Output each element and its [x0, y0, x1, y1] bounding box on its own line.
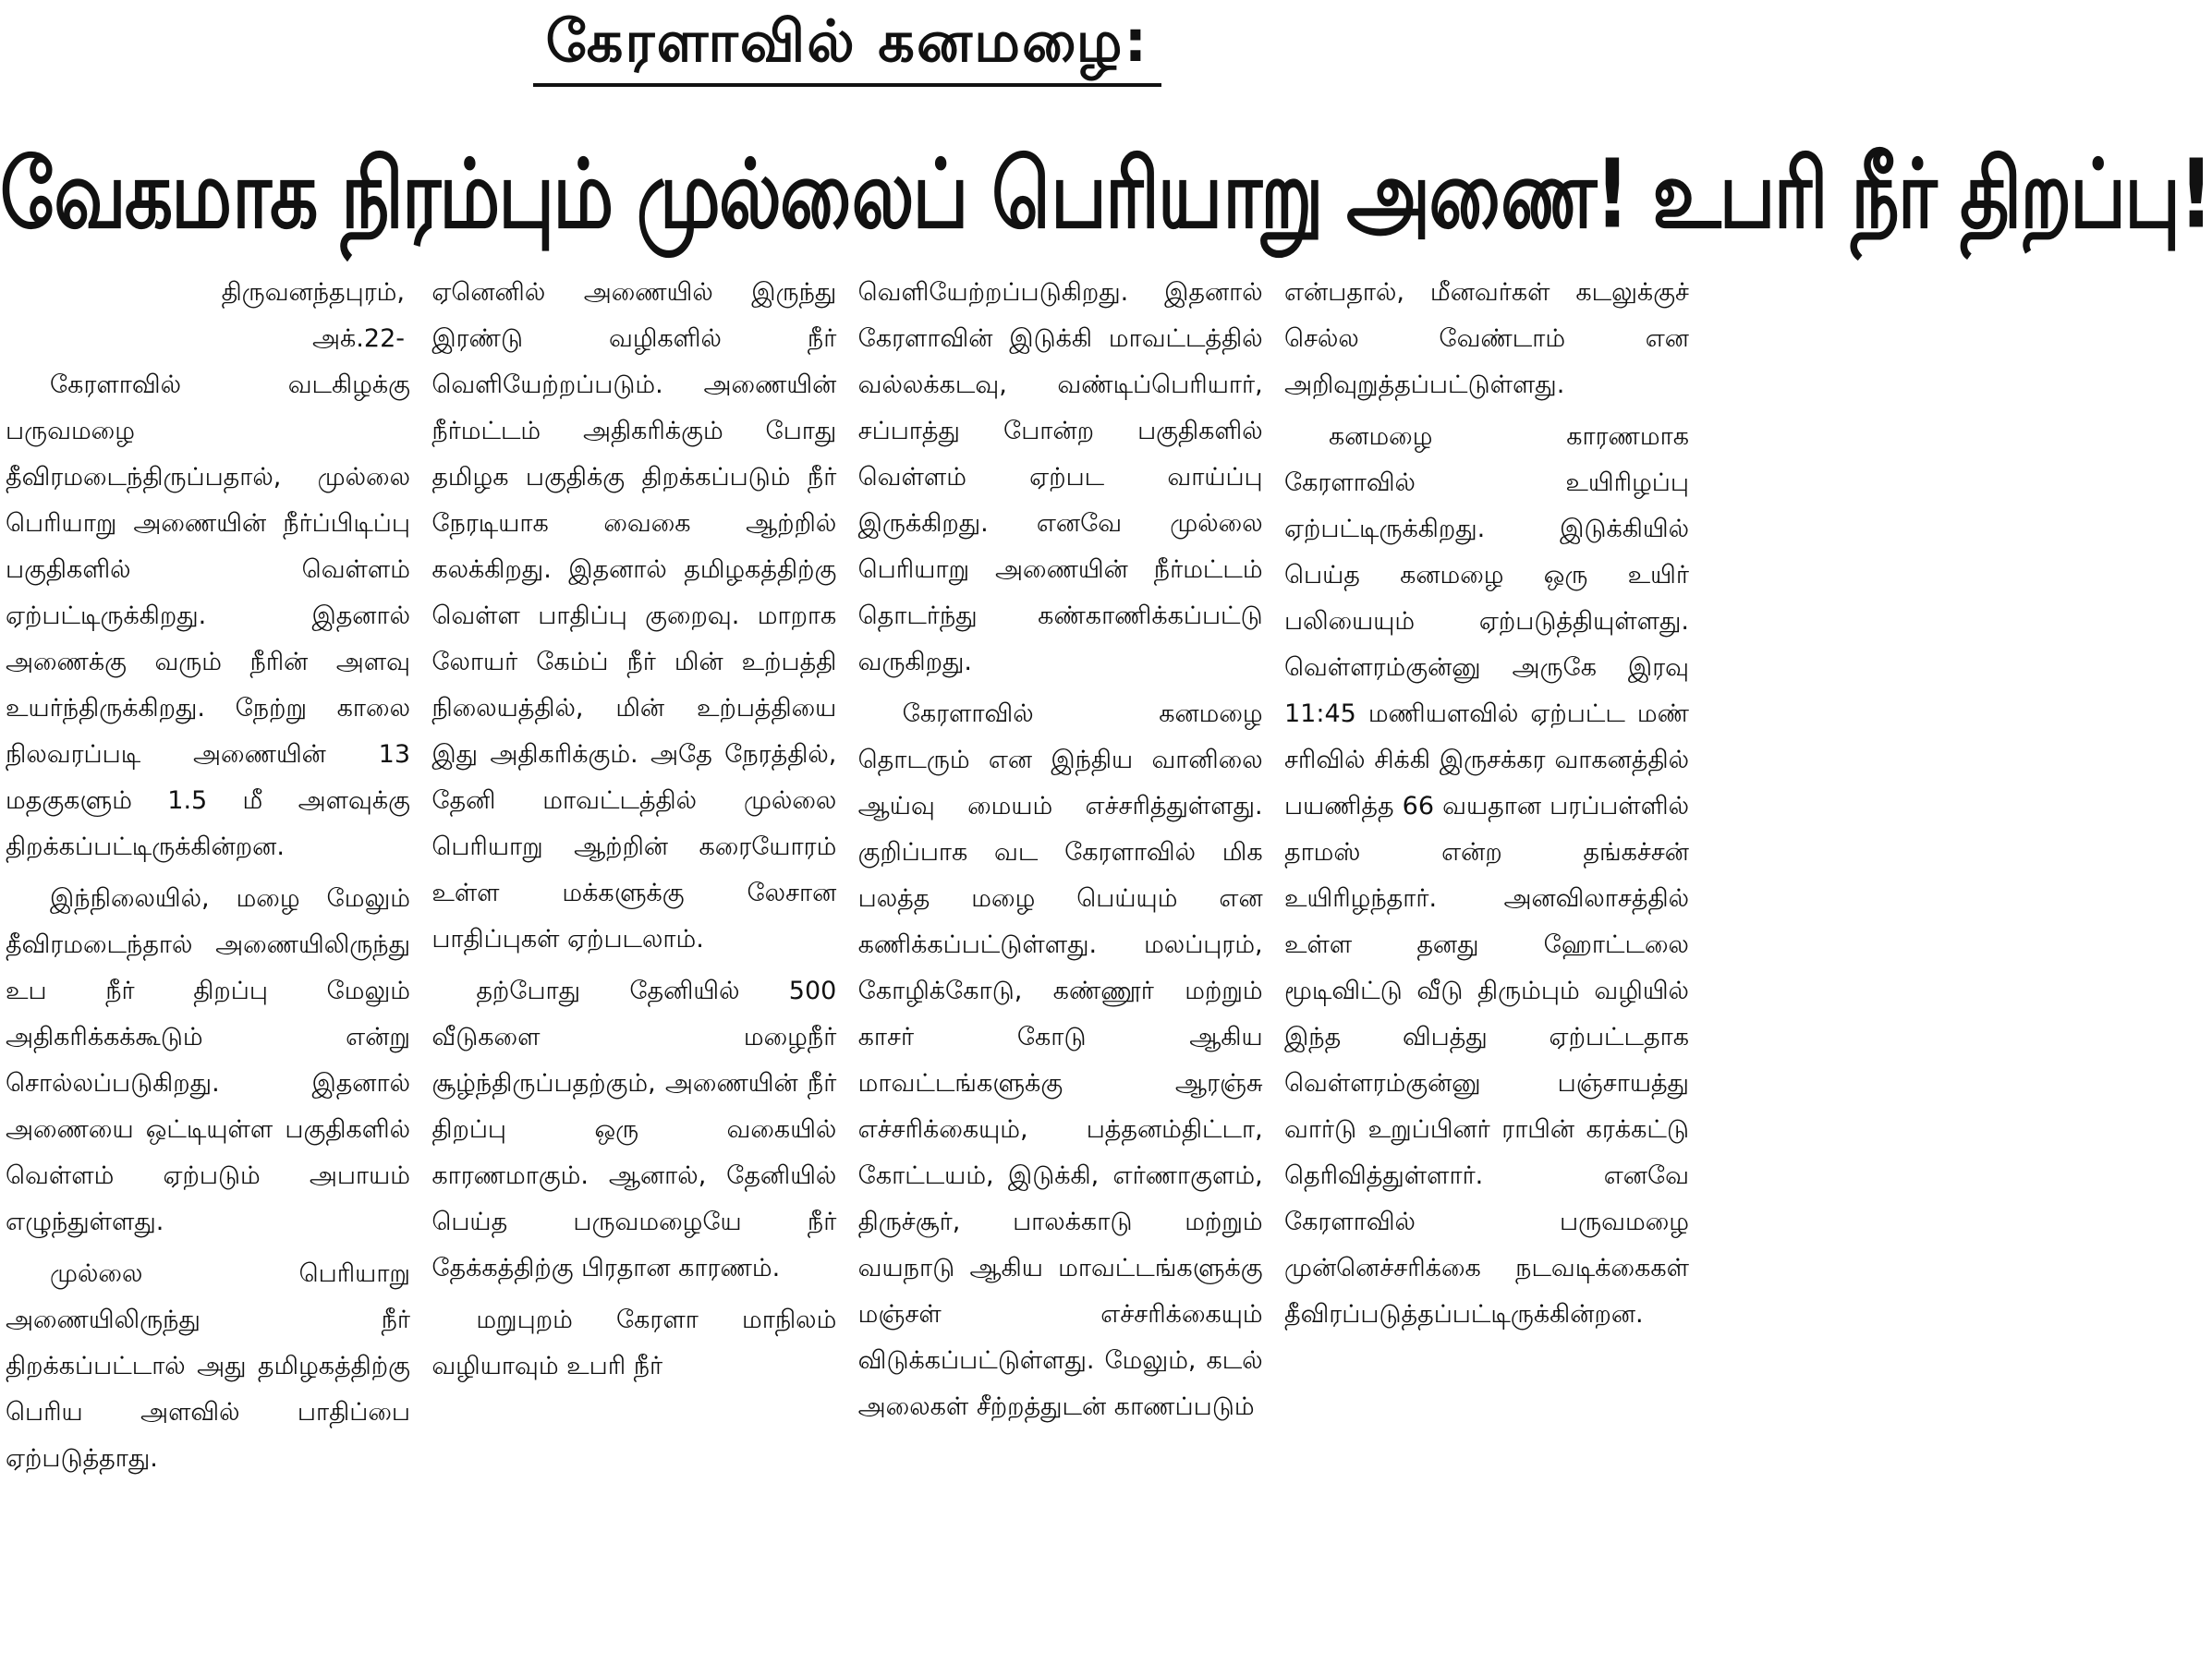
paragraph: என்பதால், மீனவர்கள் கடலுக்குச் செல்ல வேண்டாம் என அறிவுறுத்தப்பட்டுள்ளது. [1283, 278, 1689, 399]
paragraph: மறுபுறம் கேரளா மாநிலம் வழியாவும் உபரி நீர் [431, 1306, 837, 1380]
paragraph: தற்போது தேனியில் 500 வீடுகளை மழைநீர் சூழ்ந்திருப்பதற்கும், அணையின் நீர் திறப்பு ஒரு வகையில் காரணமாகும். ஆனால், தேனியில் பெய்த பருவமழையே நீர் தேக்கத்திற்கு பிரதான காரணம். [431, 977, 837, 1282]
paragraph: வெளியேற்றப்படுகிறது. இதனால் கேரளாவின் இடுக்கி மாவட்டத்தில் வல்லக்கடவு, வண்டிப்பெரியார், சப்பாத்து போன்ற பகுதிகளில் வெள்ளம் ஏற்பட வாய்ப்பு இருக்கிறது. எனவே முல்லை பெரியாறு அணையின் நீர்மட்டம் தொடர்ந்து கண்காணிக்கப்பட்டு வருகிறது. [857, 278, 1263, 676]
paragraph: கேரளாவில் வடகிழக்கு பருவமழை தீவிரமடைந்திருப்பதால், முல்லை பெரியாறு அணையின் நீர்ப்பிடிப்பு பகுதிகளில் வெள்ளம் ஏற்பட்டிருக்கிறது. இதனால் அணைக்கு வரும் நீரின் அளவு உயர்ந்திருக்கிறது. நேற்று காலை நிலவரப்படி அணையின் 13 மதகுகளும் 1.5 மீ அளவுக்கு திறக்கப்பட்டிருக்கின்றன. [6, 371, 410, 861]
paragraph: ஏனெனில் அணையில் இருந்து இரண்டு வழிகளில் நீர் வெளியேற்றப்படும். அணையின் நீர்மட்டம் அதிகரிக்கும் போது தமிழக பகுதிக்கு திறக்கப்படும் நீர் நேரடியாக வைகை ஆற்றில் கலக்கிறது. இதனால் தமிழகத்திற்கு வெள்ள பாதிப்பு குறைவு. மாறாக லோயர் கேம்ப் நீர் மின் உற்பத்தி நிலையத்தில், மின் உற்பத்தியை இது அதிகரிக்கும். அதே நேரத்தில், தேனி மாவட்டத்தில் முல்லை பெரியாறு ஆற்றின் கரையோரம் உள்ள மக்களுக்கு லேசான பாதிப்புகள் ஏற்படலாம். [431, 278, 837, 954]
dateline-date: அக்.22- [312, 324, 405, 353]
column-1 [6, 270, 410, 1656]
column-2 [431, 270, 836, 1656]
paragraph: முல்லை பெரியாறு அணையிலிருந்து நீர் திறக்கப்பட்டால் அது தமிழகத்திற்கு பெரிய அளவில் பாதிப்பை ஏற்படுத்தாது. [6, 1259, 410, 1473]
column-3 [858, 270, 1263, 1656]
column-4 [1284, 270, 1689, 1656]
paragraph: இந்நிலையில், மழை மேலும் தீவிரமடைந்தால் அணையிலிருந்து உப நீர் திறப்பு மேலும் அதிகரிக்கக்கூடும் என்று சொல்லப்படுகிறது. இதனால் அணையை ஒட்டியுள்ள பகுதிகளில் வெள்ளம் ஏற்படும் அபாயம் எழுந்துள்ளது. [6, 884, 410, 1236]
paragraph: கேரளாவில் கனமழை தொடரும் என இந்திய வானிலை ஆய்வு மையம் எச்சரித்துள்ளது. குறிப்பாக வட கேரளாவில் மிக பலத்த மழை பெய்யும் என கணிக்கப்பட்டுள்ளது. மலப்புரம், கோழிக்கோடு, கண்ணூர் மற்றும் காசர் கோடு ஆகிய மாவட்டங்களுக்கு ஆரஞ்சு எச்சரிக்கையும், பத்தனம்திட்டா, கோட்டயம், இடுக்கி, எர்ணாகுளம், திருச்சூர், பாலக்காடு மற்றும் வயநாடு ஆகிய மாவட்டங்களுக்கு மஞ்சள் எச்சரிக்கையும் விடுக்கப்பட்டுள்ளது. மேலும், கடல் அலைகள் சீற்றத்துடன் காணப்படும் [857, 699, 1263, 1421]
article-body [6, 270, 1689, 1656]
headline: வேகமாக நிரம்பும் முல்லைப் பெரியாறு அணை! உபரி நீர் திறப்பு! [0, 140, 2212, 250]
kicker-wrap [0, 4, 1695, 87]
paragraph: கனமழை காரணமாக கேரளாவில் உயிரிழப்பு ஏற்பட்டிருக்கிறது. இடுக்கியில் பெய்த கனமழை ஒரு உயிர் பலியையும் ஏற்படுத்தியுள்ளது. வெள்ளரம்குன்னு அருகே இரவு 11:45 மணியளவில் ஏற்பட்ட மண் சரிவில் சிக்கி இருசக்கர வாகனத்தில் பயணித்த 66 வயதான பரப்பள்ளில் தாமஸ் என்ற தங்கச்சன் உயிரிழந்தார். அனவிலாசத்தில் உள்ள தனது ஹோட்டலை மூடிவிட்டு வீடு திரும்பும் வழியில் இந்த விபத்து ஏற்பட்டதாக வெள்ளரம்குன்னு பஞ்சாயத்து வார்டு உறுப்பினர் ராபின் கரக்கட்டு தெரிவித்துள்ளார். எனவே கேரளாவில் பருவமழை முன்னெச்சரிக்கை நடவடிக்கைகள் தீவிரப்படுத்தப்பட்டிருக்கின்றன. [1283, 422, 1689, 1329]
dateline-place: திருவனந்தபுரம், [221, 278, 405, 307]
kicker-heading: கேரளாவில் கனமழை: [533, 4, 1162, 87]
